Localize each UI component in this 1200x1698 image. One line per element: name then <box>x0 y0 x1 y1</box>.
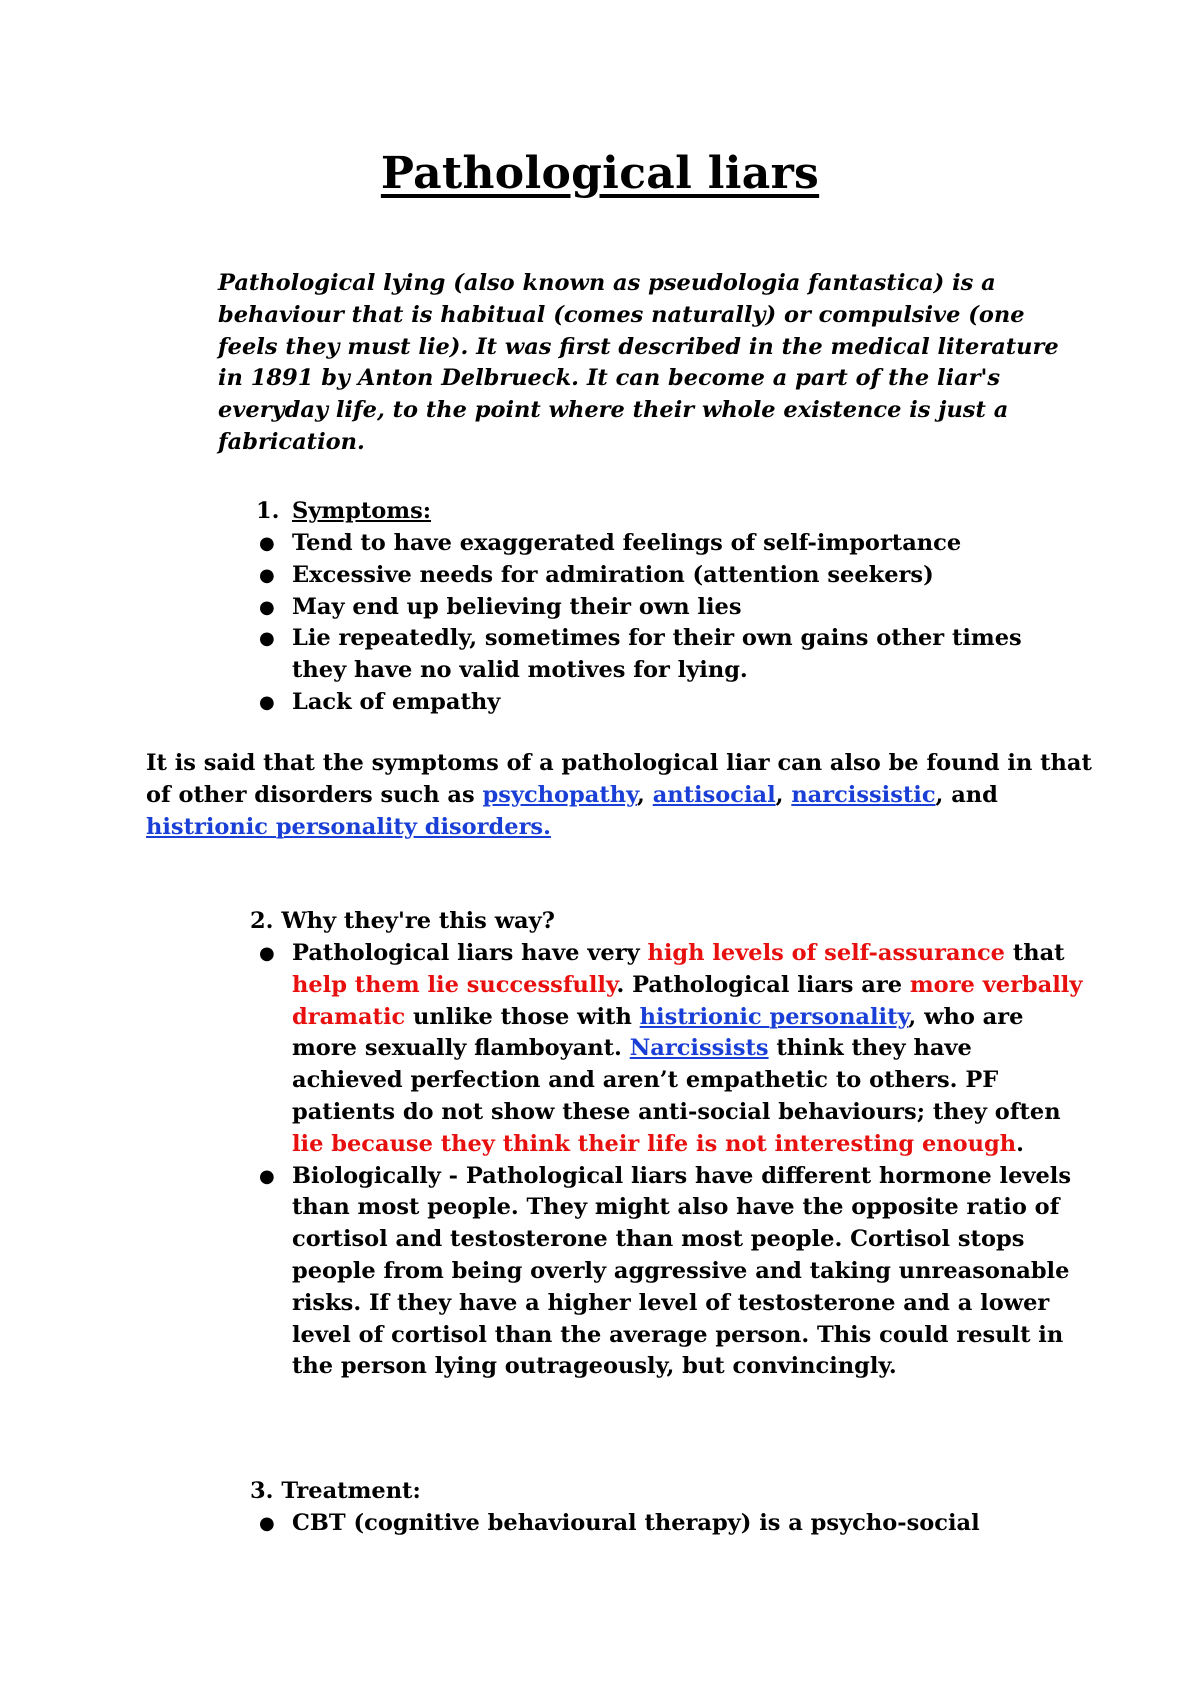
intro-paragraph: Pathological lying (also known as pseudologia fantastica) is a behaviour that is habitual (comes naturally) or compulsive (one feels they must lie). It was first described in the medical literature in 1891 by Anton Delbrueck. It can become a part of the liar's everyday life, to the point where their whole existence is just a fabrication. <box>218 270 1059 455</box>
list-item: ● Excessive needs for admiration (attention seekers) <box>292 560 1072 592</box>
list-item: ● Pathological liars have very high levels of self-assurance that help them lie successfully. Pathological liars are more verbally dramatic unlike those with histrionic personality, who are more sexually flamboyant. Narcissists think they have achieved perfection and aren’t empathetic to others. PF patients do not show these anti-social behaviours; they often lie because they think their life is not interesting enough. <box>259 940 1083 1157</box>
list-item: ● Biologically - Pathological liars have different hormone levels than most people. They might also have the opposite ratio of cortisol and testosterone than most people. Cortisol stops people from being overly aggressive and taking unreasonable risks. If they have a higher level of testosterone and a lower level of cortisol than the average person. This could result in the person lying outrageously, but convincingly. <box>259 1162 1072 1380</box>
list-item: ● Lie repeatedly, sometimes for their own gains other times they have no valid motives for lying. <box>259 625 1022 684</box>
bullet-icon: ● <box>259 628 275 650</box>
bullet-icon: ● <box>259 1165 275 1187</box>
histrionic-disorders-link[interactable]: histrionic personality disorders. <box>146 813 551 840</box>
bullet-icon: ● <box>259 596 275 618</box>
psychopathy-link[interactable]: psychopathy <box>482 781 638 808</box>
list-item: ● Tend to have exaggerated feelings of self-importance <box>292 528 1072 560</box>
bullet-icon: ● <box>259 943 275 964</box>
page-title: Pathological liars <box>380 148 820 199</box>
symptoms-list <box>259 528 1072 719</box>
bullet-icon: ● <box>259 691 275 713</box>
bullet-icon: ● <box>259 533 275 554</box>
list-item: ● Lack of empathy <box>292 687 1072 719</box>
disorders-paragraph: It is said that the symptoms of a pathological liar can also be found in that of other disorders such as psychopathy, antisocial, narcissistic, and histrionic personality disorders. <box>146 750 1092 840</box>
why-list <box>259 938 1084 1383</box>
narcissistic-link[interactable]: narcissistic <box>791 781 936 808</box>
treatment-heading: 3. Treatment: <box>250 1478 421 1504</box>
antisocial-link[interactable]: antisocial <box>652 781 776 808</box>
why-heading: 2. Why they're this way? <box>250 908 555 934</box>
narcissists-link[interactable]: Narcissists <box>629 1035 769 1062</box>
symptoms-heading: Symptoms: <box>292 498 432 524</box>
treatment-list <box>259 1508 1084 1540</box>
bullet-icon: ● <box>259 1513 275 1534</box>
list-item: ● CBT (cognitive behavioural therapy) is a psycho-social <box>292 1508 1084 1540</box>
list-item: ● May end up believing their own lies <box>292 592 1072 624</box>
histrionic-personality-link[interactable]: histrionic personality <box>639 1003 909 1030</box>
bullet-icon: ● <box>259 564 275 586</box>
symptoms-number: 1. <box>256 498 280 524</box>
